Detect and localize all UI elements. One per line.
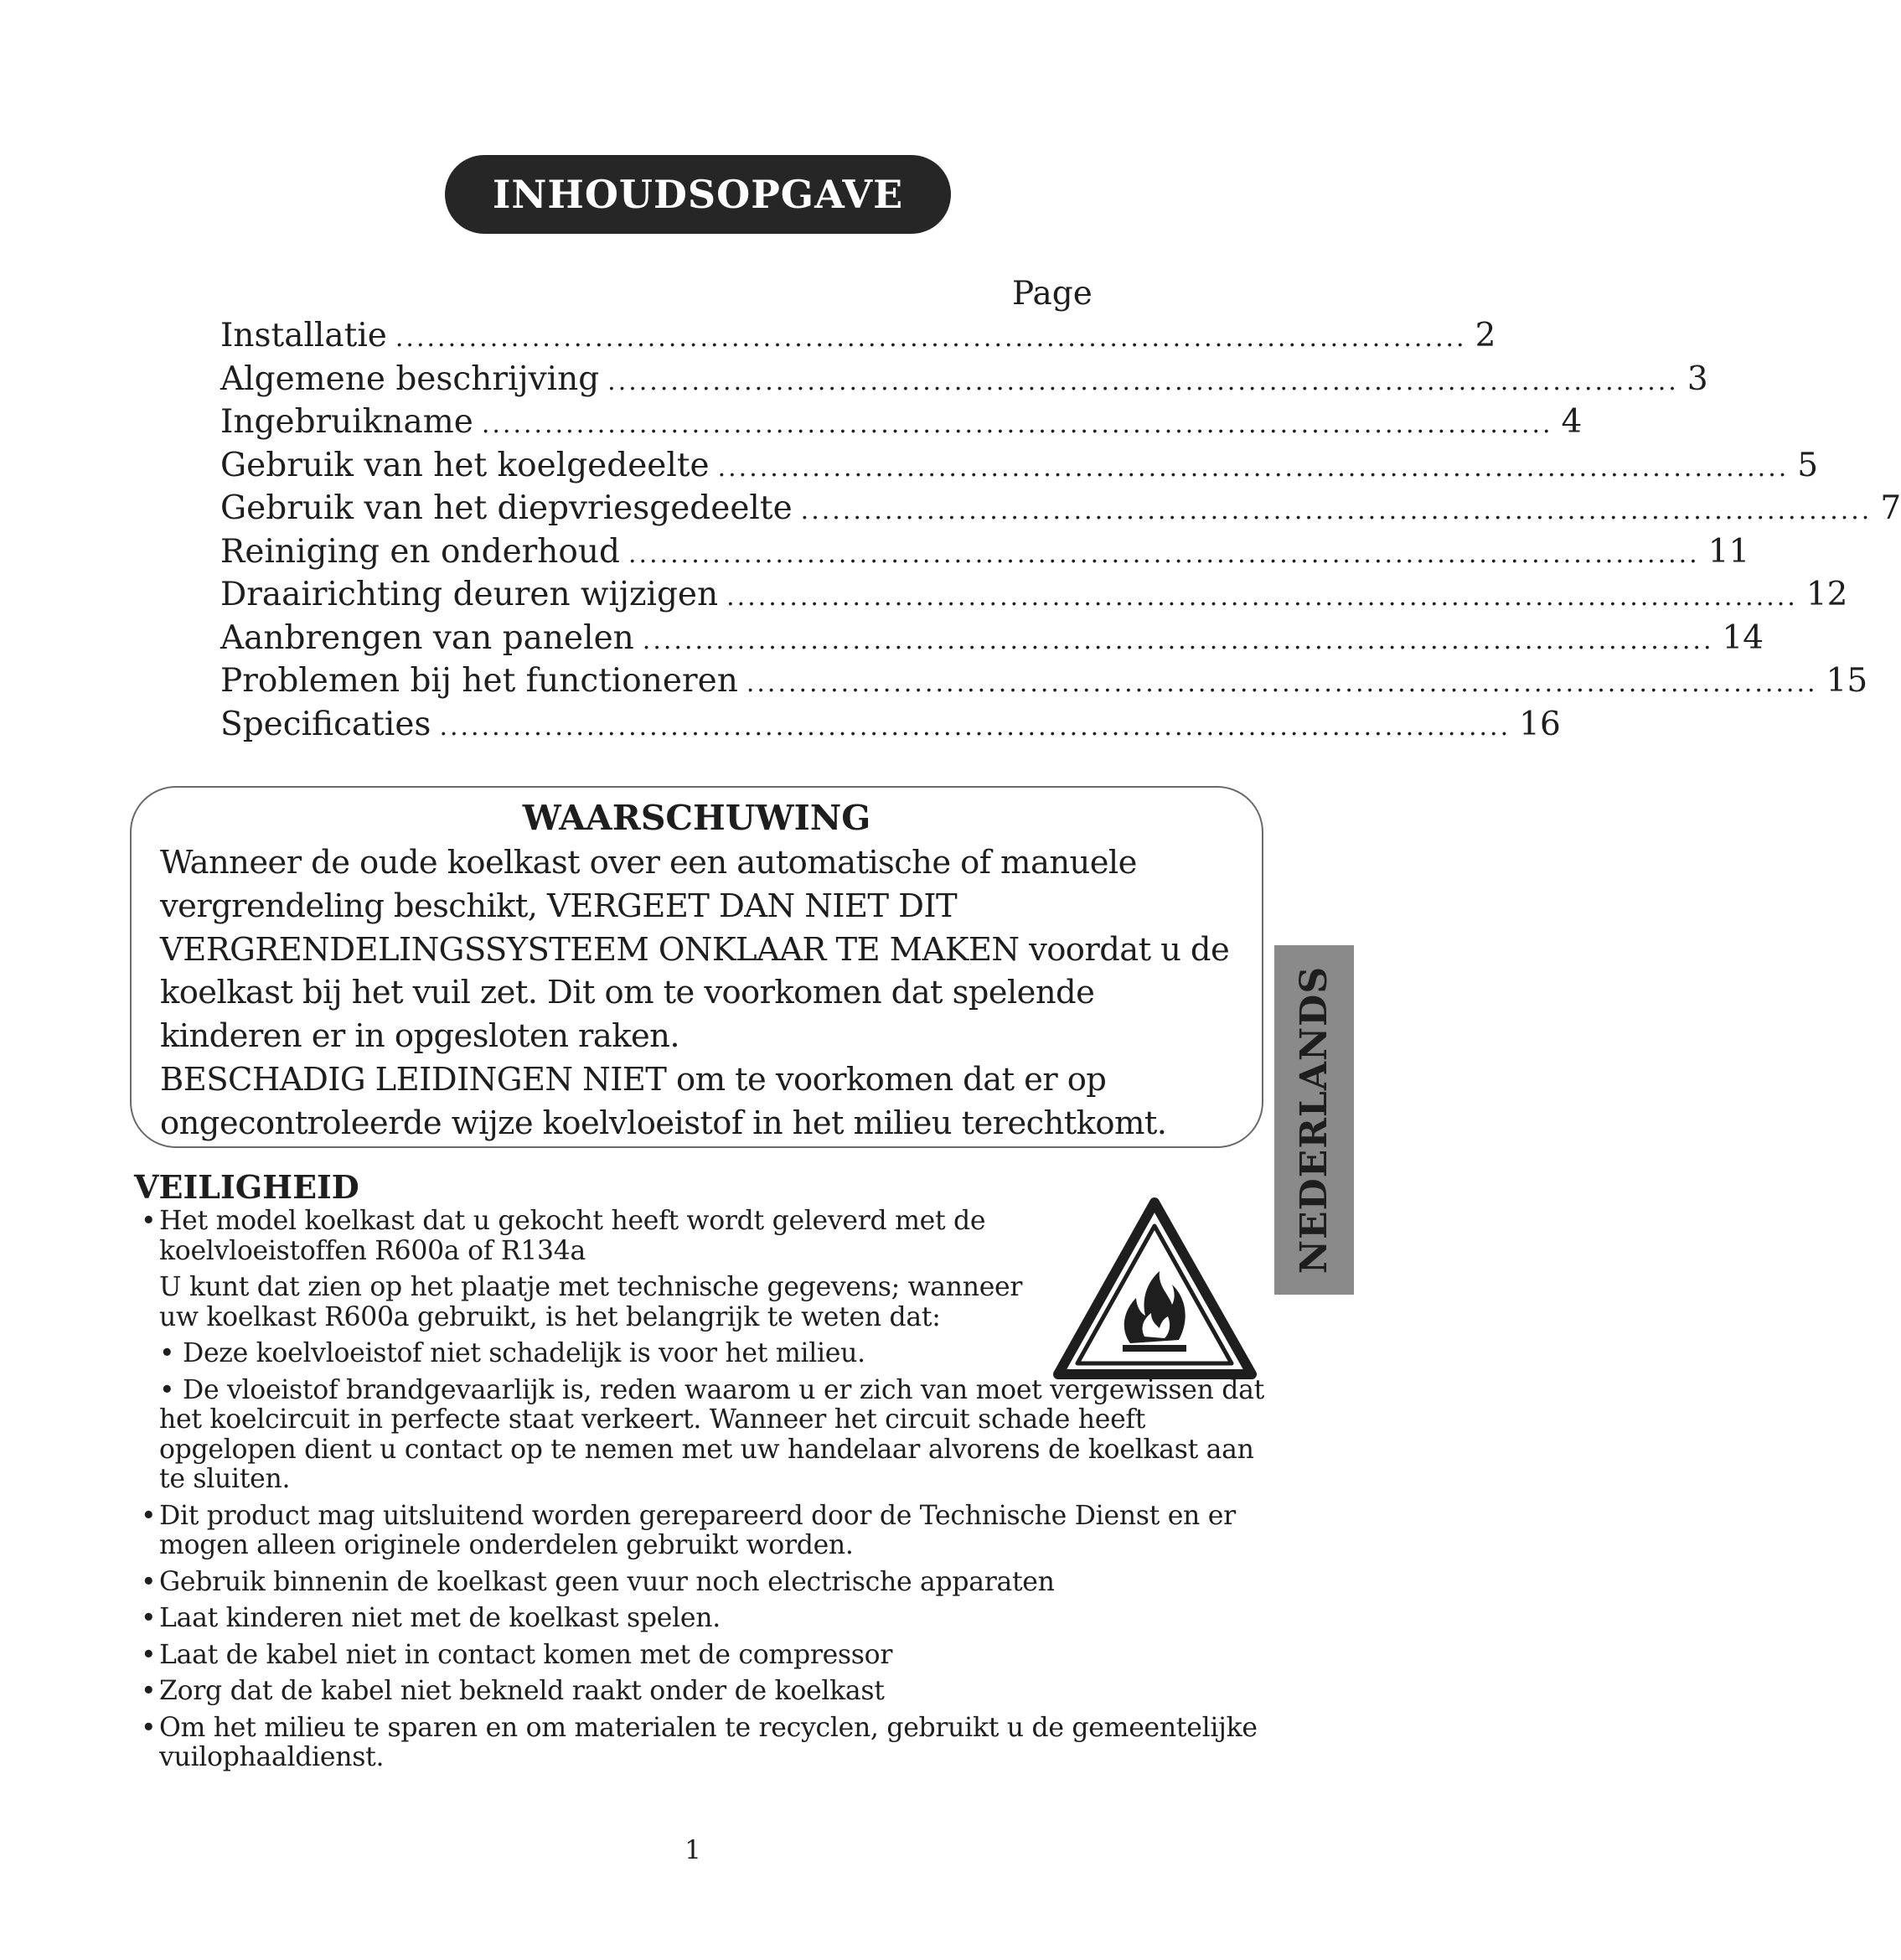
safety-bullet	[134, 1568, 1273, 1598]
toc-entry-page: 15	[1826, 662, 1868, 700]
safety-bullet-text: Laat de kabel niet in contact komen met de compressor	[159, 1639, 893, 1670]
table-of-contents	[220, 317, 1901, 748]
toc-entry[interactable]	[220, 317, 1496, 360]
toc-entry-page: 7	[1880, 489, 1901, 527]
safety-sub-bullet	[134, 1339, 1039, 1369]
bullet-dot: •	[141, 1566, 157, 1597]
safety-bullet-text: Om het milieu te sparen en om materialen te recyclen, gebruikt u de gemeentelijke vuilophaaldienst.	[159, 1712, 1258, 1772]
warning-title: WAARSCHUWING	[522, 798, 871, 838]
toc-leader-dots: ......................................................................................................	[628, 539, 1700, 569]
safety-bullet-text: Gebruik binnenin de koelkast geen vuur noch electrische apparaten	[159, 1566, 1055, 1597]
toc-leader-dots: ......................................................................................................	[607, 366, 1679, 396]
toc-leader-dots: ......................................................................................................	[717, 453, 1790, 483]
safety-bullet	[134, 1502, 1273, 1561]
safety-bullet-text: Laat kinderen niet met de koelkast spelen.	[159, 1603, 721, 1633]
warning-line: ongecontroleerde wijze koelvloeistof in het milieu terechtkomt.	[160, 1104, 1167, 1142]
toc-entry-page: 5	[1797, 446, 1819, 484]
page-title: INHOUDSOPGAVE	[445, 155, 951, 234]
flammable-warning-icon	[1052, 1194, 1258, 1383]
language-tab-label: NEDERLANDS	[1293, 965, 1335, 1275]
toc-entry[interactable]	[220, 403, 1583, 447]
safety-bullet	[134, 1714, 1273, 1773]
safety-sub-bullet-text: Deze koelvloeistof niet schadelijk is voor het milieu.	[183, 1338, 865, 1368]
toc-leader-dots: ......................................................................................................	[395, 323, 1467, 353]
toc-entry-page: 11	[1707, 532, 1750, 571]
toc-entry-label: Ingebruikname	[220, 403, 473, 441]
toc-entry-page: 3	[1687, 359, 1708, 398]
safety-bullet-text: Dit product mag uitsluitend worden gerepareerd door de Technische Dienst en er mogen alleen originele onderdelen gebruikt worden.	[159, 1500, 1236, 1560]
toc-entry-label: Gebruik van het koelgedeelte	[220, 446, 710, 484]
toc-entry-page: 12	[1805, 576, 1848, 613]
toc-entry-page: 4	[1561, 403, 1583, 441]
toc-entry-label: Gebruik van het diepvriesgedeelte	[220, 489, 793, 527]
toc-entry-label: Problemen bij het functioneren	[220, 662, 738, 700]
toc-entry[interactable]	[220, 576, 1848, 619]
bullet-dot: •	[141, 1712, 157, 1743]
bullet-dot: •	[141, 1603, 157, 1633]
toc-leader-dots: ......................................................................................................	[439, 711, 1511, 742]
toc-entry[interactable]	[220, 618, 1764, 663]
bullet-dot: •	[159, 1374, 183, 1405]
toc-page-column-label: Page	[1012, 275, 1093, 313]
warning-text	[160, 841, 1249, 1145]
toc-entry-page: 14	[1722, 618, 1764, 657]
safety-bullet-continuation: U kunt dat zien op het plaatje met technische gegevens; wanneer uw koelkast R600a gebruikt, is het belangrijk te weten dat:	[159, 1272, 1023, 1332]
warning-box	[130, 786, 1263, 1148]
safety-bullet	[134, 1604, 1273, 1634]
toc-entry-label: Draairichting deuren wijzigen	[220, 576, 719, 613]
safety-heading: VEILIGHEID	[134, 1168, 359, 1206]
toc-entry[interactable]	[220, 446, 1819, 490]
toc-entry-page: 2	[1475, 317, 1496, 354]
bullet-dot: •	[159, 1338, 183, 1368]
safety-bullet	[134, 1677, 1273, 1707]
warning-line: BESCHADIG LEIDINGEN NIET om te voorkomen dat er op	[160, 1060, 1107, 1099]
toc-entry-label: Aanbrengen van panelen	[220, 618, 634, 657]
toc-leader-dots: ......................................................................................................	[800, 496, 1873, 525]
toc-entry-label: Installatie	[220, 317, 387, 354]
bullet-dot: •	[141, 1676, 157, 1706]
safety-bullet	[134, 1641, 1273, 1671]
bullet-dot: •	[141, 1500, 157, 1531]
bullet-dot: •	[141, 1206, 157, 1236]
toc-entry[interactable]	[220, 705, 1561, 749]
safety-sub-bullet	[134, 1376, 1273, 1495]
page-number: 1	[684, 1835, 701, 1865]
warning-line: koelkast bij het vuil zet. Dit om te voorkomen dat spelende	[160, 974, 1095, 1012]
warning-line: kinderen er in opgesloten raken.	[160, 1017, 679, 1056]
toc-entry-label: Specificaties	[220, 705, 431, 743]
toc-leader-dots: ......................................................................................................	[746, 669, 1818, 698]
toc-leader-dots: ......................................................................................................	[481, 410, 1553, 439]
toc-entry-label: Algemene beschrijving	[220, 359, 600, 398]
toc-leader-dots: ......................................................................................................	[726, 582, 1798, 612]
toc-entry-page: 16	[1519, 705, 1561, 743]
safety-bullet-text: Het model koelkast dat u gekocht heeft wordt geleverd met de koelvloeistoffen R600a of R134a	[159, 1206, 986, 1266]
toc-entry[interactable]	[220, 662, 1868, 706]
toc-leader-dots: ......................................................................................................	[642, 625, 1714, 655]
warning-line: vergrendeling beschikt, VERGEET DAN NIET DIT	[160, 887, 958, 925]
safety-bullet-text: Zorg dat de kabel niet bekneld raakt onder de koelkast	[159, 1676, 885, 1706]
language-tab	[1274, 945, 1354, 1295]
warning-line: Wanneer de oude koelkast over een automatische of manuele	[160, 844, 1137, 882]
safety-sub-bullet-text: De vloeistof brandgevaarlijk is, reden waarom u er zich van moet vergewissen dat het koelcircuit in perfecte staat verkeert. Wanneer het circuit schade heeft opgelopen dient u contact op te nemen met uw handelaar alvorens de koelkast aan te sluiten.	[159, 1374, 1264, 1494]
warning-line: VERGRENDELINGSSYSTEEM ONKLAAR TE MAKEN voordat u de	[160, 930, 1230, 969]
toc-entry[interactable]	[220, 359, 1708, 404]
toc-entry[interactable]	[220, 532, 1750, 577]
safety-bullet	[134, 1207, 1039, 1266]
toc-entry-label: Reiniging en onderhoud	[220, 532, 620, 571]
bullet-dot: •	[141, 1639, 157, 1670]
toc-entry[interactable]	[220, 489, 1901, 533]
